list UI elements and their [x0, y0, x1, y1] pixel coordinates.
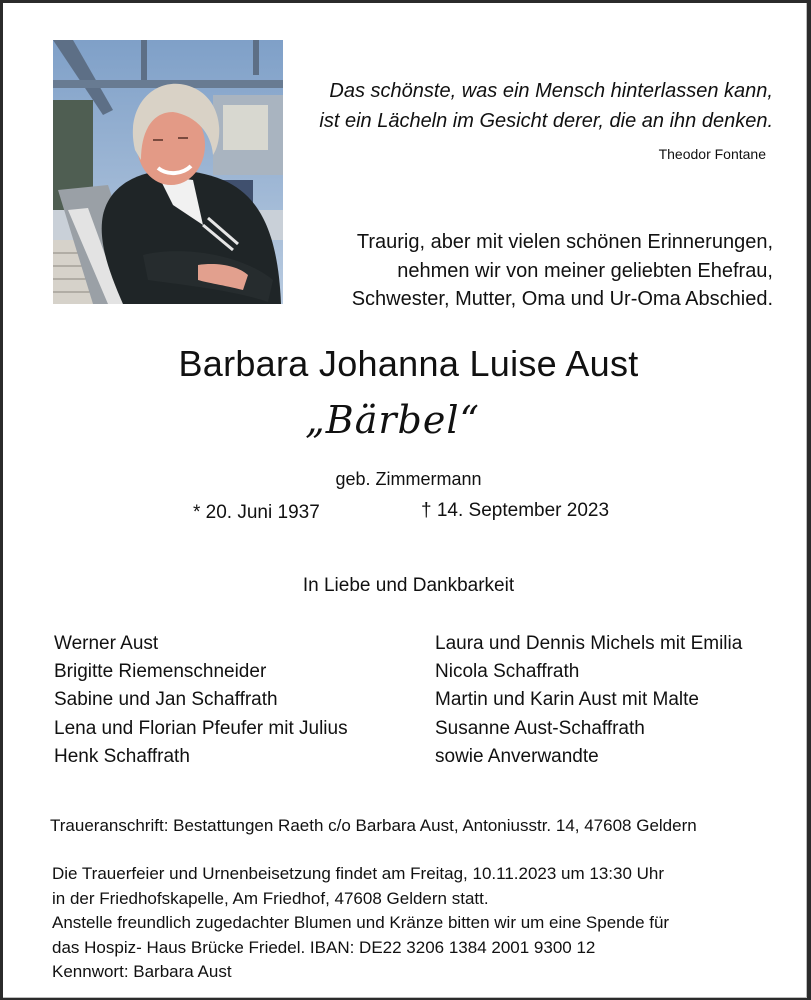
- quote-author: Theodor Fontane: [658, 146, 766, 162]
- birth-date: * 20. Juni 1937: [193, 502, 320, 523]
- mourner: Sabine und Jan Schaffrath: [54, 689, 278, 711]
- quote-line: Das schönste, was ein Mensch hinterlassen kann,: [329, 80, 773, 102]
- obituary-notice: [3, 3, 807, 998]
- mourner: Susanne Aust-Schaffrath: [435, 717, 645, 739]
- quote-line: ist ein Lächeln im Gesicht derer, die an ihn denken.: [319, 110, 773, 132]
- mourner: sowie Anverwandte: [435, 745, 599, 767]
- mourner: Martin und Karin Aust mit Malte: [435, 689, 699, 711]
- mourner: Nicola Schaffrath: [435, 661, 580, 683]
- condolence-address: Traueranschrift: Bestattungen Raeth c/o Barbara Aust, Antoniusstr. 14, 47608 Geldern: [50, 816, 697, 835]
- intro-text: [303, 228, 773, 314]
- intro-line: nehmen wir von meiner geliebten Ehefrau,: [397, 259, 773, 282]
- details-line: Anstelle freundlich zugedachter Blumen und Kränze bitten wir um eine Spende für: [52, 913, 670, 932]
- details-line: das Hospiz- Haus Brücke Friedel. IBAN: DE22 3206 1384 2001 9300 12: [52, 937, 596, 957]
- mourners-left-column: [54, 630, 348, 771]
- funeral-details: [52, 862, 782, 985]
- portrait-photo: [53, 40, 283, 304]
- details-line: Die Trauerfeier und Urnenbeisetzung findet am Freitag, 10.11.2023 um 13:30 Uhr: [52, 864, 665, 883]
- mourner: Werner Aust: [54, 633, 159, 654]
- maiden-name: geb. Zimmermann: [335, 469, 482, 489]
- nickname-text: „Bärbel“: [305, 398, 480, 442]
- intro-line: Schwester, Mutter, Oma und Ur-Oma Abschied.: [351, 288, 773, 310]
- mourner: Brigitte Riemenschneider: [54, 661, 267, 683]
- mourner: Laura und Dennis Michels mit Emilia: [435, 633, 743, 654]
- mourner: Lena und Florian Pfeufer mit Julius: [54, 717, 348, 739]
- mourners-right-column: [435, 630, 742, 771]
- deceased-nickname: [3, 398, 811, 442]
- intro-line: Traurig, aber mit vielen schönen Erinnerungen,: [356, 231, 773, 253]
- dedication: In Liebe und Dankbarkeit: [302, 575, 515, 596]
- details-line: in der Friedhofskapelle, Am Friedhof, 47608 Geldern statt.: [52, 888, 489, 908]
- quote: [303, 76, 773, 136]
- details-line: Kennwort: Barbara Aust: [52, 962, 232, 981]
- death-date: † 14. September 2023: [421, 500, 610, 521]
- deceased-full-name: Barbara Johanna Luise Aust: [178, 343, 639, 384]
- mourner: Henk Schaffrath: [54, 745, 190, 767]
